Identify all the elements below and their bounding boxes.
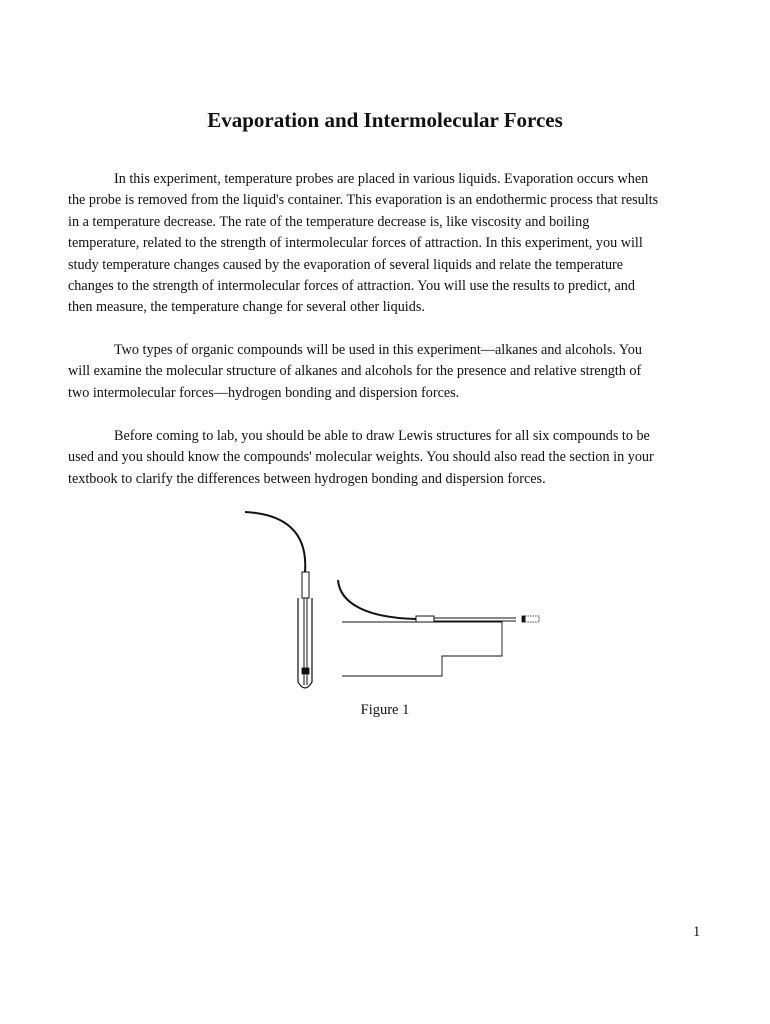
paragraph-line: study temperature changes caused by the evaporation of several liquids and relate the temperature [68,256,624,273]
paragraph-line: temperature, related to the strength of intermolecular forces of attraction. In this experiment, you will [68,235,643,252]
probe-handle [416,616,434,622]
page-number: 1 [693,924,701,940]
paragraph-line: In this experiment, temperature probes are placed in various liquids. Evaporation occurs when [114,171,649,187]
paragraph-line: will examine the molecular structure of alkanes and alcohols for the presence and relative strength of [68,363,642,380]
probe-tip [522,616,525,622]
probe-on-stand [338,580,539,676]
paragraph-compounds [68,340,710,404]
probe-cable [338,580,416,619]
probe-tip-sleeve [525,616,539,622]
paragraph-prelab [68,426,710,490]
paragraph-line: textbook to clarify the differences between hydrogen bonding and dispersion forces. [68,470,546,487]
probe-cable [245,512,305,572]
test-tube [298,598,312,688]
paragraph-line: in a temperature decrease. The rate of the temperature decrease is, like viscosity and boiling [68,213,590,230]
probe-handle [302,572,309,598]
probe-tip [302,668,309,674]
probe-apparatus-figure [230,500,550,700]
stepped-stand [342,622,502,676]
paragraph-line: used and you should know the compounds' molecular weights. You should also read the section in your [68,449,654,466]
figure-caption: Figure 1 [360,702,410,718]
paragraph-line: two intermolecular forces—hydrogen bonding and dispersion forces. [68,384,460,401]
paragraph-line: Before coming to lab, you should be able to draw Lewis structures for all six compounds to be [114,428,650,444]
probe-in-test-tube [245,512,312,688]
paragraph-line: changes to the strength of intermolecular forces of attraction. You will use the results to predict, and [68,278,635,295]
paragraph-line: Two types of organic compounds will be used in this experiment—alkanes and alcohols. You [114,342,642,358]
document-title: Evaporation and Intermolecular Forces [207,108,563,132]
paragraph-line: then measure, the temperature change for several other liquids. [68,299,425,316]
paragraph-line: the probe is removed from the liquid's container. This evaporation is an endothermic process that results [68,192,659,209]
paragraph-intro [68,169,710,319]
